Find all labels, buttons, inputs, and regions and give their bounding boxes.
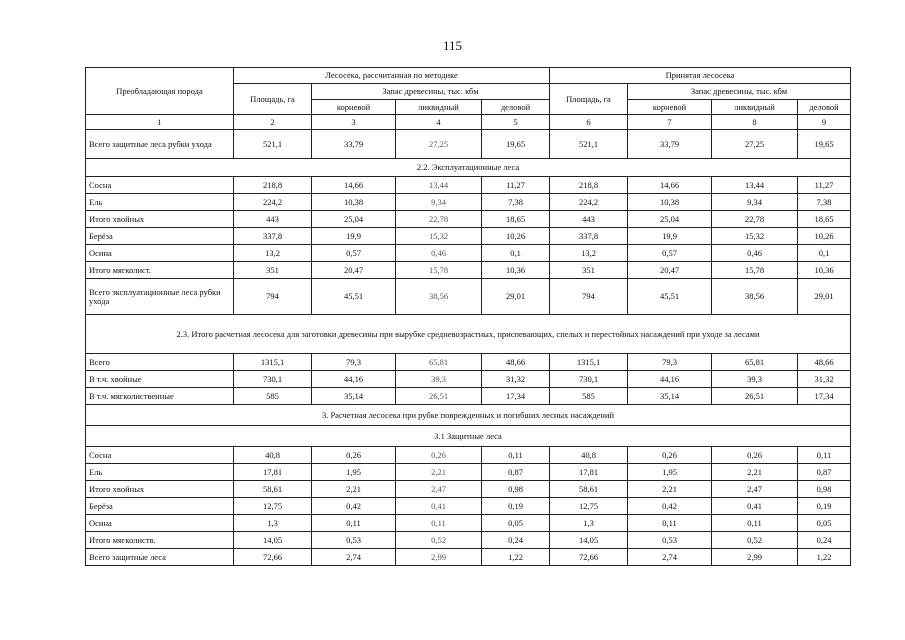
value-cell: 0,46 [712,245,798,262]
value-cell: 20,47 [628,262,712,279]
value-cell: 443 [234,211,312,228]
value-cell: 15,78 [396,262,482,279]
value-cell: 31,32 [798,371,851,388]
value-cell: 730,1 [550,371,628,388]
col-number: 5 [482,115,550,130]
value-cell: 29,01 [798,279,851,315]
forest-cutting-table [85,67,851,566]
value-cell: 0,57 [312,245,396,262]
section-title-2-2: 2.2. Эксплуатационные леса [86,159,851,177]
species-name-cell: Ель [86,194,234,211]
value-cell: 0,26 [396,447,482,464]
table-row [86,481,851,498]
value-cell: 35,14 [312,388,396,405]
section-row [86,426,851,447]
value-cell: 15,32 [712,228,798,245]
value-cell: 0,05 [798,515,851,532]
value-cell: 40,8 [234,447,312,464]
value-cell: 79,3 [312,354,396,371]
value-cell: 2,47 [712,481,798,498]
value-cell: 38,56 [712,279,798,315]
value-cell: 0,05 [482,515,550,532]
value-cell: 33,79 [628,130,712,159]
table-row [86,245,851,262]
value-cell: 39,3 [712,371,798,388]
value-cell: 0,11 [396,515,482,532]
value-cell: 0,24 [798,532,851,549]
value-cell: 0,11 [312,515,396,532]
value-cell: 48,66 [482,354,550,371]
value-cell: 17,81 [234,464,312,481]
value-cell: 0,11 [798,447,851,464]
accepted-group-header: Принятая лесосека [550,68,851,84]
value-cell: 19,9 [628,228,712,245]
value-cell: 0,46 [396,245,482,262]
table-row [86,447,851,464]
table-row [86,177,851,194]
value-cell: 15,32 [396,228,482,245]
value-cell: 10,38 [312,194,396,211]
value-cell: 13,44 [396,177,482,194]
value-cell: 20,47 [312,262,396,279]
value-cell: 44,16 [628,371,712,388]
value-cell: 14,05 [550,532,628,549]
species-name-cell: В т.ч. хвойные [86,371,234,388]
value-cell: 39,3 [396,371,482,388]
section-title-2-3: 2.3. Итого расчетная лесосека для заготовки древесины при вырубке средневозрастных, приспевающих, спелых и перестойных насаждений при уходе за лесами [86,315,851,354]
value-cell: 12,75 [550,498,628,515]
value-cell: 0,11 [482,447,550,464]
value-cell: 0,1 [798,245,851,262]
value-cell: 1315,1 [234,354,312,371]
table-row [86,464,851,481]
value-cell: 2,99 [712,549,798,566]
value-cell: 0,41 [712,498,798,515]
value-cell: 1,95 [312,464,396,481]
value-cell: 521,1 [550,130,628,159]
value-cell: 19,65 [482,130,550,159]
value-cell: 35,14 [628,388,712,405]
value-cell: 14,66 [312,177,396,194]
section-row [86,405,851,426]
value-cell: 19,65 [798,130,851,159]
value-cell: 0,26 [628,447,712,464]
species-name-cell: Всего защитные леса рубки ухода [86,130,234,159]
table-row [86,262,851,279]
table-row [86,549,851,566]
value-cell: 14,05 [234,532,312,549]
page-number: 115 [442,38,463,53]
method-group-header: Лесосека, рассчитанная по методике [234,68,550,84]
section-row [86,159,851,177]
species-name-cell: Сосна [86,447,234,464]
accepted-root-header: корневой [628,100,712,115]
value-cell: 79,3 [628,354,712,371]
value-cell: 730,1 [234,371,312,388]
value-cell: 0,26 [312,447,396,464]
value-cell: 10,38 [628,194,712,211]
table-row [86,371,851,388]
method-liquid-header: ликвидный [396,100,482,115]
value-cell: 72,66 [550,549,628,566]
col-number: 6 [550,115,628,130]
value-cell: 26,51 [712,388,798,405]
col-number: 7 [628,115,712,130]
value-cell: 7,38 [798,194,851,211]
value-cell: 224,2 [234,194,312,211]
value-cell: 13,44 [712,177,798,194]
value-cell: 13,2 [550,245,628,262]
value-cell: 794 [550,279,628,315]
value-cell: 0,42 [628,498,712,515]
species-name-cell: Сосна [86,177,234,194]
section-row [86,315,851,354]
species-name-cell: Итого хвойных [86,481,234,498]
value-cell: 0,52 [396,532,482,549]
section-title-3: 3. Расчетная лесосека при рубке поврежденных и погибших лесных насаждений [86,405,851,426]
value-cell: 29,01 [482,279,550,315]
col-number: 4 [396,115,482,130]
accepted-area-header: Площадь, га [550,84,628,115]
value-cell: 0,41 [396,498,482,515]
value-cell: 0,57 [628,245,712,262]
value-cell: 7,38 [482,194,550,211]
value-cell: 25,04 [628,211,712,228]
col-number: 9 [798,115,851,130]
value-cell: 0,11 [628,515,712,532]
value-cell: 0,53 [312,532,396,549]
value-cell: 0,98 [798,481,851,498]
value-cell: 2,47 [396,481,482,498]
value-cell: 351 [550,262,628,279]
value-cell: 0,87 [482,464,550,481]
value-cell: 1,22 [798,549,851,566]
table-body [86,130,851,566]
value-cell: 2,21 [712,464,798,481]
value-cell: 1,3 [234,515,312,532]
value-cell: 337,8 [550,228,628,245]
table-row [86,130,851,159]
species-name-cell: Осина [86,245,234,262]
col-number: 3 [312,115,396,130]
value-cell: 337,8 [234,228,312,245]
species-name-cell: Итого мягколиств. [86,532,234,549]
value-cell: 58,61 [550,481,628,498]
value-cell: 10,36 [798,262,851,279]
method-area-header: Площадь, га [234,84,312,115]
species-name-cell: Всего защитные леса [86,549,234,566]
value-cell: 1,95 [628,464,712,481]
value-cell: 0,1 [482,245,550,262]
value-cell: 48,66 [798,354,851,371]
value-cell: 38,56 [396,279,482,315]
species-name-cell: Берёза [86,228,234,245]
table-row [86,498,851,515]
col-number: 8 [712,115,798,130]
value-cell: 2,74 [628,549,712,566]
value-cell: 218,8 [234,177,312,194]
value-cell: 27,25 [712,130,798,159]
value-cell: 17,34 [482,388,550,405]
table-row [86,194,851,211]
value-cell: 0,98 [482,481,550,498]
value-cell: 794 [234,279,312,315]
value-cell: 44,16 [312,371,396,388]
value-cell: 31,32 [482,371,550,388]
value-cell: 0,42 [312,498,396,515]
value-cell: 22,78 [712,211,798,228]
value-cell: 9,34 [396,194,482,211]
col-number: 1 [86,115,234,130]
value-cell: 2,21 [628,481,712,498]
value-cell: 65,81 [396,354,482,371]
value-cell: 9,34 [712,194,798,211]
value-cell: 0,19 [798,498,851,515]
table-row [86,532,851,549]
table-row [86,354,851,371]
value-cell: 0,53 [628,532,712,549]
value-cell: 17,34 [798,388,851,405]
species-name-cell: Всего эксплуатационные леса рубки ухода [86,279,234,315]
value-cell: 351 [234,262,312,279]
value-cell: 11,27 [798,177,851,194]
method-stock-header: Запас древесины, тыс. кбм [312,84,550,100]
value-cell: 22,78 [396,211,482,228]
table-row [86,388,851,405]
table-row [86,211,851,228]
value-cell: 2,21 [312,481,396,498]
value-cell: 65,81 [712,354,798,371]
value-cell: 585 [234,388,312,405]
value-cell: 19,9 [312,228,396,245]
value-cell: 12,75 [234,498,312,515]
value-cell: 0,19 [482,498,550,515]
species-name-cell: Ель [86,464,234,481]
value-cell: 15,78 [712,262,798,279]
value-cell: 18,65 [798,211,851,228]
value-cell: 0,26 [712,447,798,464]
column-number-row [86,115,851,130]
species-name-cell: Итого мягколист. [86,262,234,279]
accepted-stock-header: Запас древесины, тыс. кбм [628,84,851,100]
accepted-business-header: деловой [798,100,851,115]
value-cell: 2,99 [396,549,482,566]
value-cell: 585 [550,388,628,405]
value-cell: 0,11 [712,515,798,532]
table-row [86,228,851,245]
table-row [86,515,851,532]
method-root-header: корневой [312,100,396,115]
value-cell: 72,66 [234,549,312,566]
value-cell: 17,81 [550,464,628,481]
value-cell: 18,65 [482,211,550,228]
value-cell: 25,04 [312,211,396,228]
value-cell: 218,8 [550,177,628,194]
value-cell: 1315,1 [550,354,628,371]
value-cell: 45,51 [312,279,396,315]
species-column-header: Преобладающая порода [86,68,234,115]
method-business-header: деловой [482,100,550,115]
value-cell: 443 [550,211,628,228]
value-cell: 1,22 [482,549,550,566]
value-cell: 0,24 [482,532,550,549]
value-cell: 10,26 [482,228,550,245]
value-cell: 2,21 [396,464,482,481]
value-cell: 224,2 [550,194,628,211]
species-name-cell: Итого хвойных [86,211,234,228]
species-name-cell: В т.ч. мягколиственные [86,388,234,405]
table-row [86,279,851,315]
value-cell: 33,79 [312,130,396,159]
value-cell: 0,52 [712,532,798,549]
value-cell: 13,2 [234,245,312,262]
species-name-cell: Берёза [86,498,234,515]
species-name-cell: Всего [86,354,234,371]
value-cell: 0,87 [798,464,851,481]
value-cell: 58,61 [234,481,312,498]
value-cell: 40,8 [550,447,628,464]
species-name-cell: Осина [86,515,234,532]
table-header [86,68,851,130]
value-cell: 10,26 [798,228,851,245]
value-cell: 45,51 [628,279,712,315]
value-cell: 11,27 [482,177,550,194]
col-number: 2 [234,115,312,130]
value-cell: 1,3 [550,515,628,532]
value-cell: 27,25 [396,130,482,159]
section-title-3-1: 3.1 Защитные леса [86,426,851,447]
value-cell: 2,74 [312,549,396,566]
value-cell: 10,36 [482,262,550,279]
value-cell: 521,1 [234,130,312,159]
value-cell: 14,66 [628,177,712,194]
value-cell: 26,51 [396,388,482,405]
accepted-liquid-header: ликвидный [712,100,798,115]
